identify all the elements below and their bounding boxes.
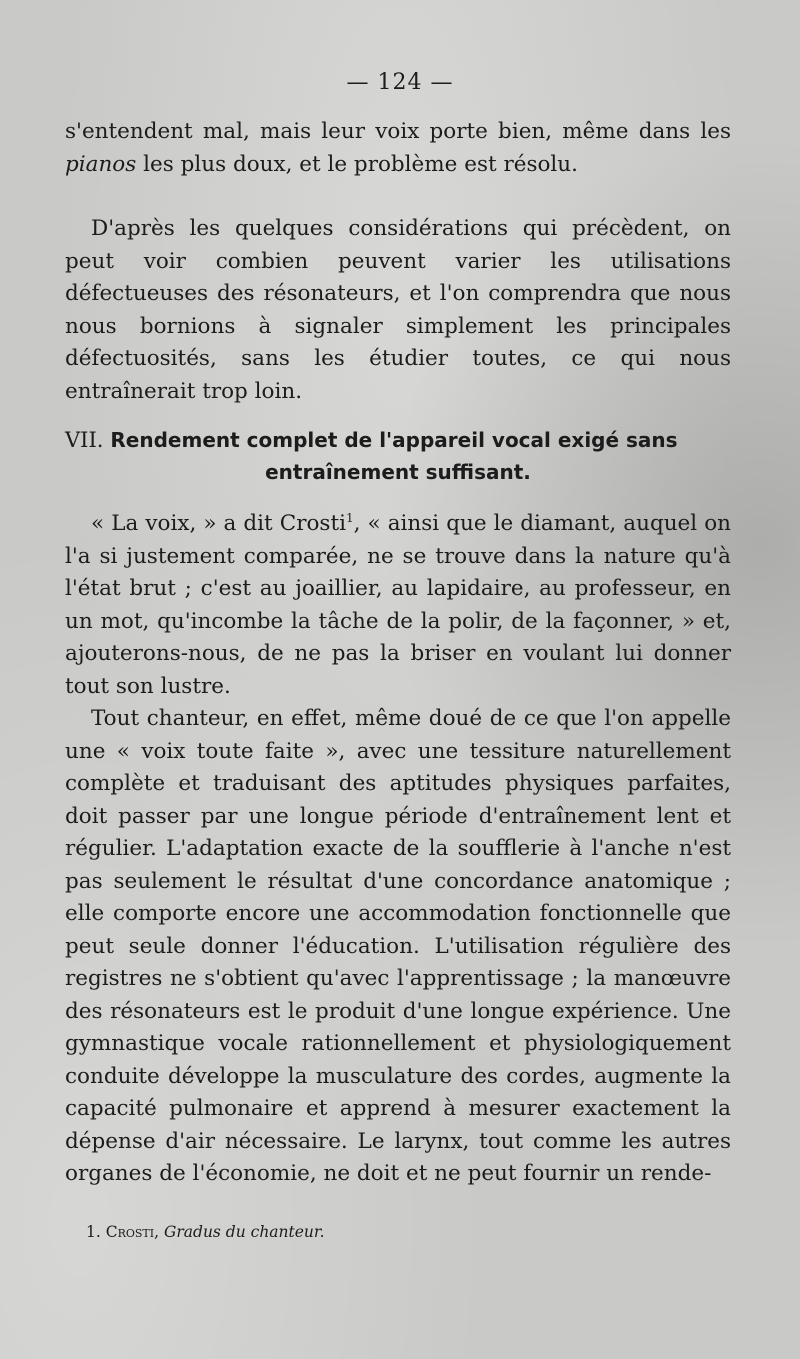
footnote-title: Gradus du chanteur. xyxy=(163,1223,325,1241)
paragraph-3-text-end: , « ainsi que le diamant, auquel on l'a si justement comparée, ne se trouve dans la nature qu'à l'état brut ; c'est au joaillier, au lapidaire, au professeur, en un mot, qu'incombe la tâche de la polir, de la façonner, » et, ajouterons-nous, de ne pas la briser en voulant lui donner tout son lustre. xyxy=(65,511,731,699)
footnote: 1. Crosti, Gradus du chanteur. xyxy=(86,1223,325,1241)
footnote-reference: 1 xyxy=(345,510,354,525)
section-number: VII. xyxy=(65,428,104,452)
paragraph-2-text: D'après les quelques considérations qui précèdent, on peut voir combien peuvent varier les utilisations défectueuses des résonateurs, et l'on comprendra que nous nous bornions à signaler simplement les principales défectuosités, sans les étudier toutes, ce qui nous entraînerait trop loin. xyxy=(65,216,731,404)
paragraph-1-italic-word: pianos xyxy=(65,151,137,177)
paragraph-3-text-start: « La voix, » a dit Crosti xyxy=(91,511,346,536)
paragraph-4-text: Tout chanteur, en effet, même doué de ce que l'on appelle une « voix toute faite », avec une tessiture naturellement complète et traduisant des aptitudes physiques parfaites, doit passer par une longue période d'entraînement lent et régulier. L'adaptation exacte de la soufflerie à l'anche n'est pas seulement le résultat d'une concordance anatomique ; elle comporte encore une accommodation fonctionnelle que peut seule donner l'éducation. L'utilisation régulière des registres ne s'obtient qu'avec l'apprentissage ; la manœuvre des résonateurs est le produit d'une longue expérience. Une gymnastique vocale rationnellement et physiologiquement conduite développe la musculature des cordes, augmente la capacité pulmonaire et apprend à mesurer exactement la dépense d'air nécessaire. Le larynx, tout comme les autres organes de l'économie, ne doit et ne peut fournir un rende- xyxy=(65,706,731,1186)
footnote-number: 1. xyxy=(86,1223,101,1241)
paragraph-continuation xyxy=(65,116,731,181)
section-title-line-1: Rendement complet de l'appareil vocal exigé sans xyxy=(110,428,678,452)
section-body xyxy=(65,508,731,1191)
paragraph-1-text-start: s'entendent mal, mais leur voix porte bien, même dans les xyxy=(65,119,731,144)
section-heading xyxy=(65,424,731,488)
paragraph-2 xyxy=(65,213,731,408)
page-number: — 124 — xyxy=(346,70,454,95)
paragraph-3 xyxy=(65,508,731,703)
paragraph-1-text-end: les plus doux, et le problème est résolu. xyxy=(136,151,578,177)
section-title-line-2: entraînement suffisant. xyxy=(265,460,531,484)
footnote-author: Crosti xyxy=(105,1223,155,1241)
